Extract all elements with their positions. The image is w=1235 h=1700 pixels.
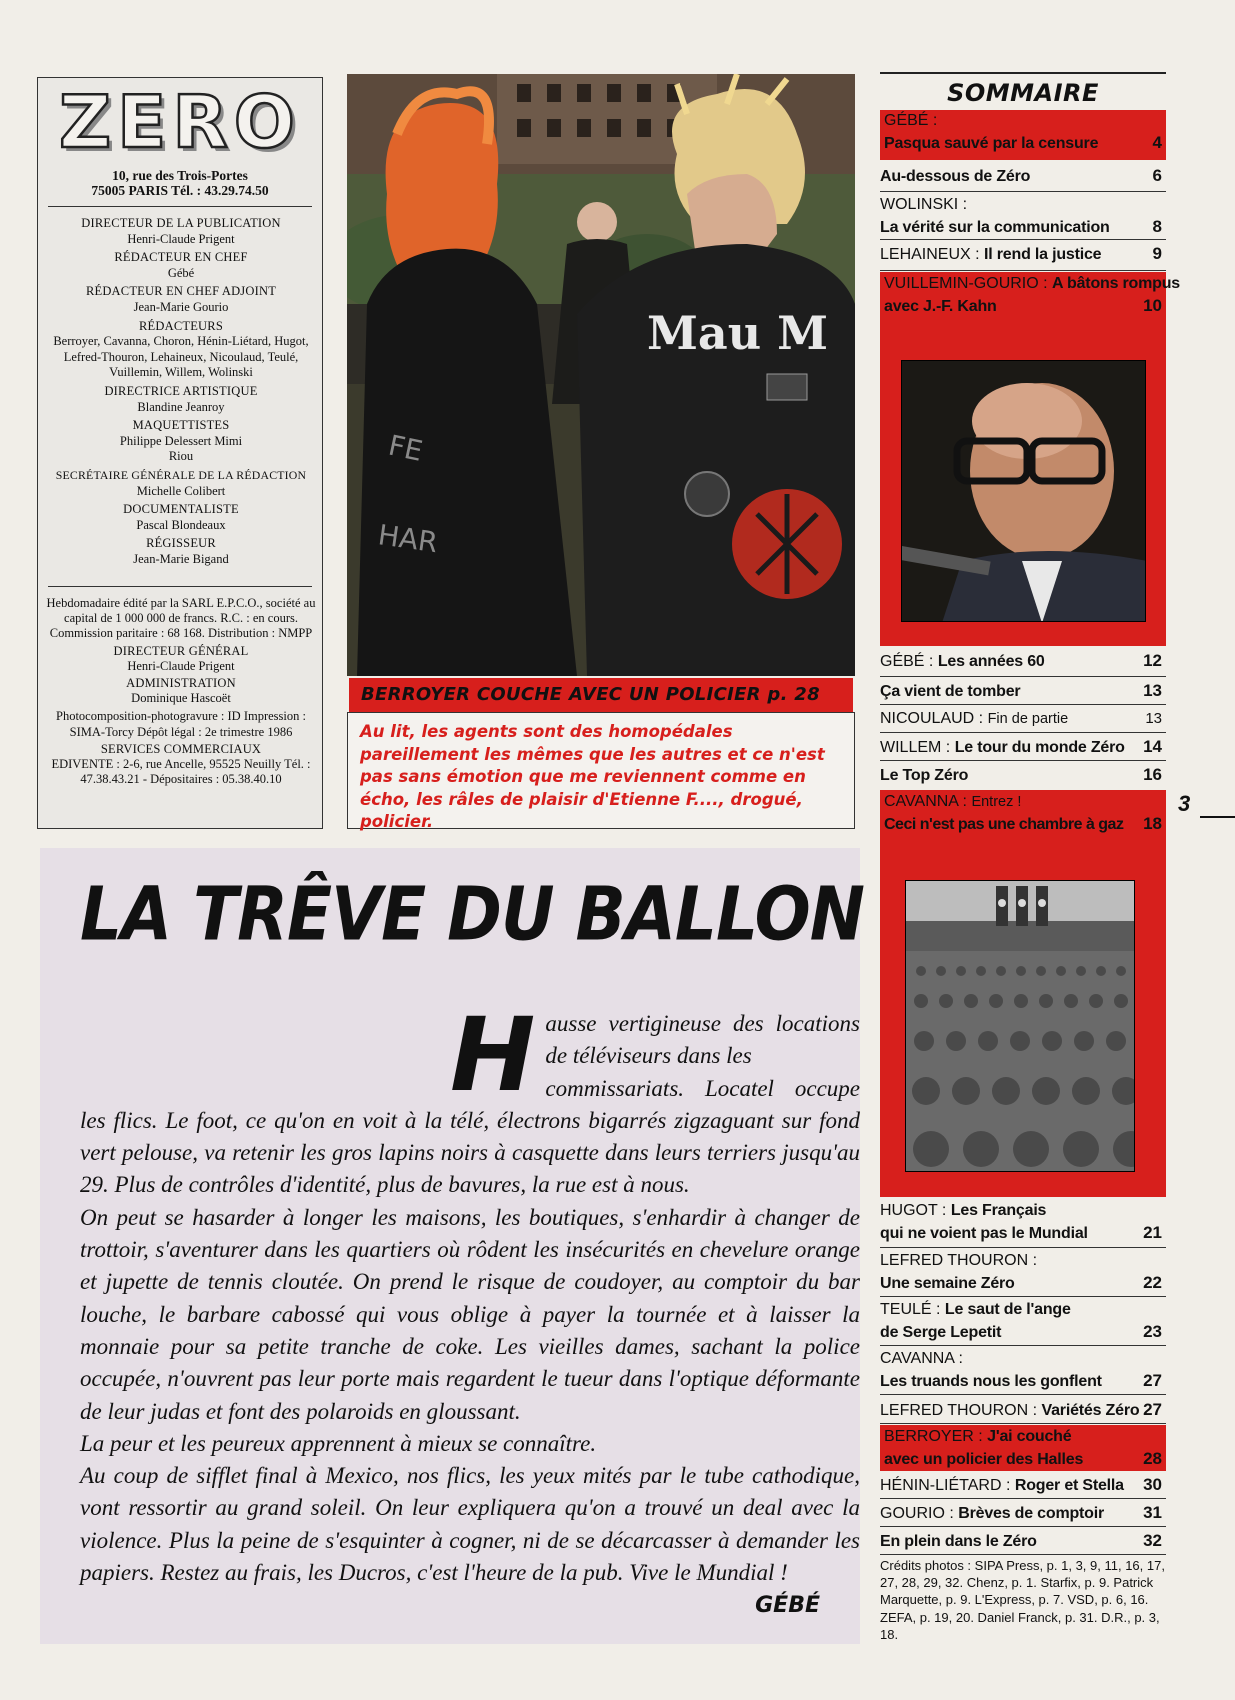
publisher-info: Hebdomadaire édité par la SARL E.P.C.O., société au capital de 1 000 000 de francs. R.C. : en cours. Commission paritaire : 68 168. Distribution : NMPP: [46, 596, 316, 641]
toc-author: CAVANNA :: [880, 1350, 963, 1367]
staff-role: RÉGISSEUR: [146, 536, 216, 551]
toc-entry: [880, 1528, 1166, 1555]
toc-entry: [880, 1200, 1166, 1248]
toc-page: 27: [1143, 1400, 1162, 1419]
toc-author: LEFRED THOURON :: [880, 1252, 1038, 1269]
toc-title-continued: avec J.-F. Kahn: [884, 298, 997, 315]
toc-page: 14: [1143, 737, 1162, 756]
toc-title-continued: avec un policier des Halles: [884, 1451, 1084, 1468]
toc-title: La vérité sur la communication: [880, 219, 1110, 236]
editorial-paragraph-1: commissariats. Locatel occupe les flics. Le foot, ce qu'on en voit à la télé, électrons bigarrés zigzaguant sur fond vert pelouse, va retenir les gros lapins noirs à casquette dans leurs terriers jusqu'au 29. Plus de contrôles d'identité, plus de bavures, la rue est à nous.: [80, 1075, 860, 1198]
toc-title: Ça vient de tomber: [880, 683, 1021, 700]
toc-author: WILLEM :: [880, 739, 951, 756]
toc-title: Entrez !: [971, 794, 1022, 810]
sommaire-top-rule: [880, 72, 1166, 74]
toc-author: NICOULAUD :: [880, 710, 984, 727]
toc-page: 8: [1152, 217, 1162, 236]
toc-author: WOLINSKI :: [880, 196, 968, 213]
svg-text:FE: FE: [385, 428, 426, 468]
editorial-title: LA TRÊVE DU BALLON: [80, 871, 865, 958]
toc-entry: [880, 193, 1166, 240]
toc-title-continued: qui ne voient pas le Mundial: [880, 1225, 1088, 1242]
staff-entry: [46, 284, 316, 315]
staff-role: RÉDACTEUR EN CHEF: [114, 250, 248, 265]
toc-title: Variétés Zéro: [1041, 1402, 1140, 1419]
address-line-1: 10, rue des Trois-Portes: [112, 168, 248, 183]
toc-author: LEHAINEUX :: [880, 246, 980, 263]
toc-page: 31: [1143, 1503, 1162, 1522]
dg-role: DIRECTEUR GÉNÉRAL: [113, 643, 249, 658]
admin-name: Dominique Hascoët: [131, 691, 231, 706]
toc-title: Fin de partie: [987, 711, 1069, 727]
toc-author: GÉBÉ :: [884, 112, 938, 129]
toc-page: 28: [1143, 1449, 1162, 1468]
toc-page: 27: [1143, 1371, 1162, 1390]
page-number-rule: [1200, 816, 1235, 818]
toc-page: 32: [1143, 1531, 1162, 1550]
toc-title: Les Français: [950, 1202, 1047, 1219]
toc-entry: [880, 706, 1166, 733]
toc-title: Roger et Stella: [1014, 1477, 1124, 1494]
toc-entry: [880, 1299, 1166, 1346]
toc-title-continued: de Serge Lepetit: [880, 1324, 1002, 1341]
editorial-body: [80, 996, 860, 1589]
staff-role: RÉDACTEURS: [139, 318, 223, 333]
masthead-rule: [48, 206, 312, 207]
toc-author: GOURIO :: [880, 1505, 954, 1522]
photo-caption-box: [347, 712, 855, 829]
staff-name: Pascal Blondeaux: [136, 517, 226, 532]
page-number: 3: [1178, 791, 1191, 816]
editorial-paragraph: Au coup de sifflet final à Mexico, nos flics, les yeux mités par le tube cathodique, vont ressortir au grand soleil. On leur expliquera qu'on a trouvé un deal avec la violence. Plus la peine de s'esquinter à cogner, ni de se décarcasser à demander les papiers. Restez au frais, les Ducros, c'est l'heure de la pub. Vive le Mundial !: [80, 1463, 860, 1586]
masthead-staff-list: [46, 216, 316, 570]
toc-page: 12: [1143, 651, 1162, 670]
masthead-publisher: [46, 596, 316, 787]
toc-author: LEFRED THOURON :: [880, 1402, 1038, 1419]
toc-entry: [880, 1500, 1166, 1527]
editorial-box: [40, 848, 865, 1644]
toc-entry: [880, 1472, 1166, 1499]
jacket-text: Mau M: [647, 306, 829, 360]
toc-page: 18: [1143, 814, 1162, 833]
staff-name: Jean-Marie Gourio: [133, 299, 229, 314]
toc-page: 9: [1152, 244, 1162, 263]
toc-author: HUGOT :: [880, 1202, 947, 1219]
toc-title-continued: Ceci n'est pas une chambre à gaz: [884, 816, 1124, 833]
toc-page: 10: [1143, 296, 1162, 315]
kahn-portrait-photo: [901, 360, 1146, 622]
staff-entry: [46, 216, 316, 247]
toc-title: Le Top Zéro: [880, 767, 969, 784]
toc-title: Au-dessous de Zéro: [880, 168, 1031, 185]
staff-entry: [46, 468, 316, 499]
staff-name: Blandine Jeanroy: [137, 399, 225, 414]
toc-entry: [880, 110, 1166, 160]
toc-author: HÉNIN-LIÉTARD :: [880, 1477, 1011, 1494]
toc-entry: [880, 241, 1166, 271]
toc-title: Le tour du monde Zéro: [954, 739, 1125, 756]
toc-entry: [880, 1425, 1166, 1471]
punks-photo-illustration: [347, 74, 855, 676]
toc-entry: [880, 163, 1166, 192]
commercial-role: SERVICES COMMERCIAUX: [100, 741, 262, 756]
toc-author: GÉBÉ :: [880, 653, 934, 670]
toc-author: BERROYER :: [884, 1428, 983, 1445]
staff-entry: [46, 502, 316, 533]
toc-page: 16: [1143, 765, 1162, 784]
portrait-illustration: [902, 361, 1146, 622]
toc-title: Brèves de comptoir: [958, 1505, 1105, 1522]
staff-name: Berroyer, Cavanna, Choron, Hénin-Liétard, Hugot, Lefred-Thouron, Lehaineux, Nicoulaud, Teulé, Vuillemin, Willem, Wolinski: [53, 334, 309, 380]
toc-page: 21: [1143, 1223, 1162, 1242]
masthead-box: [37, 77, 323, 829]
toc-page: 22: [1143, 1273, 1162, 1292]
editorial-dropcap: H: [450, 996, 536, 1115]
editorial-paragraph: La peur et les peureux apprennent à mieux se connaître.: [80, 1430, 597, 1456]
masthead-address: [48, 168, 312, 198]
staff-entry: [46, 250, 316, 281]
photo-caption-title: BERROYER COUCHE AVEC UN POLICIER p. 28: [361, 684, 820, 705]
commercial-info: EDIVENTE : 2-6, rue Ancelle, 95525 Neuilly Tél. : 47.38.43.21 - Dépositaires : 05.38.40.10: [51, 757, 311, 787]
staff-name: Michelle Colibert: [136, 483, 226, 498]
toc-title: Les truands nous les gonflent: [880, 1373, 1102, 1390]
staff-entry: [46, 319, 316, 381]
toc-page: 4: [1152, 133, 1162, 152]
photo-caption-text: Au lit, les agents sont des homopédales pareillement les mêmes que les autres et ce n'est pas sans émotion que me reviennent comme en écho, les râles de plaisir d'Etienne F...., drogué, policier.: [360, 722, 825, 831]
staff-name: Henri-Claude Prigent: [127, 231, 235, 246]
production-info: Photocomposition-photogravure : ID Impression : SIMA-Torcy Dépôt légal : 2e trimestre 1986: [56, 709, 306, 739]
toc-title: J'ai couché: [987, 1428, 1072, 1445]
photo-credits: Crédits photos : SIPA Press, p. 1, 3, 9, 11, 16, 17, 27, 28, 29, 32. Chenz, p. 1. Starfix, p. 9. Patrick Marquette, p. 9. L'Express, p. 7. VSD, p. 6, 16. ZEFA, p. 19, 20. Daniel Franck, p. 31. D.R., p. 3, 18.: [880, 1558, 1165, 1642]
staff-role: DOCUMENTALISTE: [123, 502, 239, 517]
toc-entry: [880, 272, 1181, 316]
staff-role: DIRECTEUR DE LA PUBLICATION: [81, 216, 281, 230]
toc-entry: [880, 762, 1166, 788]
editorial-lead-text: ausse vertigineuse des locations de téléviseurs dans les: [545, 1011, 860, 1069]
zero-logo: ZERO: [58, 80, 302, 164]
toc-page: 13: [1143, 681, 1162, 700]
toc-entry: [880, 1397, 1166, 1424]
staff-role: SECRÉTAIRE GÉNÉRALE DE LA RÉDACTION: [55, 467, 307, 482]
staff-entry: [46, 384, 316, 415]
editorial-paragraph: On peut se hasarder à longer les maisons, les boutiques, s'enhardir à changer de trottoir, s'aventurer dans les quartiers où rôdent les insécurités en chevelure orange et jupette de tennis cloutée. On prend le risque de coudoyer, au comptoir du bar louche, le barbare cabossé qui vous oblige à payer la tournée et à laisser la monnaie pour sa petite tranche de coke. Les vieilles dames, sachant la police occupée, n'ouvrent pas leur porte mais regardent le tueur dans l'optique déformante de leur judas et font des polaroids en gloussant.: [80, 1204, 860, 1424]
toc-title: Le saut de l'ange: [944, 1301, 1071, 1318]
editorial-lead: [80, 996, 860, 1115]
staff-role: MAQUETTISTES: [132, 418, 230, 433]
toc-title: Pasqua sauvé par la censure: [884, 135, 1099, 152]
toc-page: 13: [1145, 710, 1162, 727]
staff-name: Philippe Delessert Mimi Riou: [119, 433, 243, 464]
dg-name: Henri-Claude Prigent: [127, 658, 235, 673]
masthead-rule: [48, 586, 312, 587]
toc-title: En plein dans le Zéro: [880, 1533, 1037, 1550]
staff-entry: [46, 536, 316, 567]
staff-role: DIRECTRICE ARTISTIQUE: [104, 383, 258, 398]
rally-illustration: [906, 881, 1135, 1172]
rally-photo: [905, 880, 1135, 1172]
toc-title: Une semaine Zéro: [880, 1275, 1015, 1292]
toc-page: 30: [1143, 1475, 1162, 1494]
toc-title: A bâtons rompus: [1052, 275, 1181, 292]
admin-role: ADMINISTRATION: [126, 676, 236, 691]
toc-author: VUILLEMIN-GOURIO :: [884, 275, 1048, 292]
sommaire-title: SOMMAIRE: [947, 79, 1099, 107]
toc-page: 6: [1152, 166, 1162, 185]
editorial-paragraph: [80, 996, 860, 1202]
toc-page: 23: [1143, 1322, 1162, 1341]
toc-entry: [880, 1250, 1166, 1297]
toc-author: TEULÉ :: [880, 1301, 941, 1318]
toc-title: Les années 60: [937, 653, 1045, 670]
staff-name: Jean-Marie Bigand: [133, 551, 229, 566]
photo-caption-bar: [349, 678, 853, 712]
staff-entry: [46, 418, 316, 465]
staff-role: RÉDACTEUR EN CHEF ADJOINT: [85, 284, 277, 299]
address-line-2: 75005 PARIS Tél. : 43.29.74.50: [91, 183, 269, 198]
toc-entry: [880, 678, 1166, 705]
toc-author: CAVANNA :: [884, 793, 967, 810]
toc-entry: [880, 734, 1166, 761]
toc-entry: [880, 1348, 1166, 1395]
svg-text:HAR: HAR: [376, 518, 440, 560]
toc-title: Il rend la justice: [984, 246, 1102, 263]
toc-entry: [880, 650, 1166, 677]
punks-photo: [347, 74, 855, 676]
editorial-signature: GÉBÉ: [755, 1593, 820, 1618]
toc-entry: [880, 790, 1166, 834]
staff-name: Gébé: [167, 265, 195, 280]
